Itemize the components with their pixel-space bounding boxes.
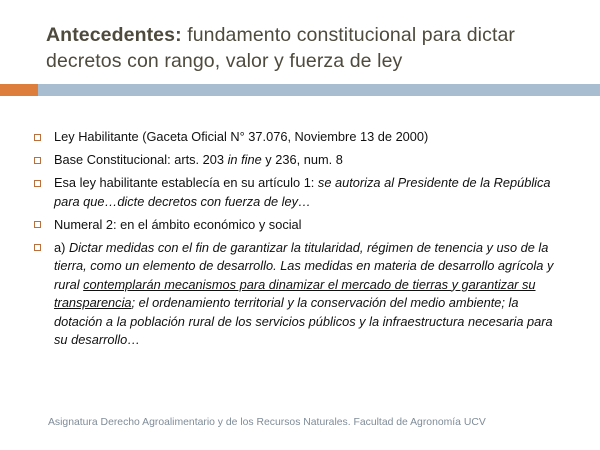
- slide-title: [46, 22, 576, 74]
- slide-footer: Asignatura Derecho Agroalimentario y de los Recursos Naturales. Facultad de Agronomía UCV: [48, 417, 486, 428]
- bullet-text-italic: in fine: [227, 152, 262, 167]
- bullet-text: Numeral 2: en el ámbito económico y social: [54, 216, 302, 232]
- bullet-text-underlined: contemplarán mecanismos para dinamizar el mercado de tierras y garantizar su transparencia: [54, 276, 536, 310]
- square-bullet-icon: [34, 134, 41, 141]
- bullet-item: [34, 239, 564, 350]
- title-bold: Antecedentes:: [46, 24, 182, 46]
- square-bullet-icon: [34, 157, 41, 164]
- bullet-text-prefix: Esa ley habilitante establecía en su artículo 1:: [54, 175, 318, 190]
- accent-bar-orange: [0, 84, 38, 96]
- bullet-text-italic-end: ; el ordenamiento territorial y la conservación del medio ambiente; la dotación a la población rural de los servicios públicos y la infraestructura necesaria para su desarrollo…: [54, 295, 553, 347]
- bullet-text-italic: Dictar medidas con el fin de garantizar la titularidad, régimen de tenencia y uso de la tierra, como un elemento de desarrollo. Las medidas en materia de desarrollo agrícola y rural: [54, 239, 554, 292]
- square-bullet-icon: [34, 221, 41, 228]
- bullet-item: [34, 151, 564, 170]
- square-bullet-icon: [34, 180, 41, 187]
- accent-bar-blue: [38, 84, 600, 96]
- bullet-text: Ley Habilitante (Gaceta Oficial N° 37.076, Noviembre 13 de 2000): [54, 129, 429, 144]
- bullet-text-prefix: a): [54, 239, 69, 255]
- bullet-text-suffix: y 236, num. 8: [261, 152, 343, 167]
- square-bullet-icon: [34, 244, 41, 251]
- bullet-text-prefix: Base Constitucional: arts. 203: [54, 152, 228, 167]
- bullet-list: [34, 128, 564, 354]
- title-rest: fundamento constitucional para dictar decretos con rango, valor y fuerza de ley: [46, 24, 516, 72]
- bullet-item: [34, 128, 564, 147]
- bullet-item: [34, 174, 564, 211]
- bullet-item: [34, 216, 564, 235]
- bullet-text-italic: se autoriza al Presidente de la República para que…dicte decretos con fuerza de ley…: [54, 175, 551, 209]
